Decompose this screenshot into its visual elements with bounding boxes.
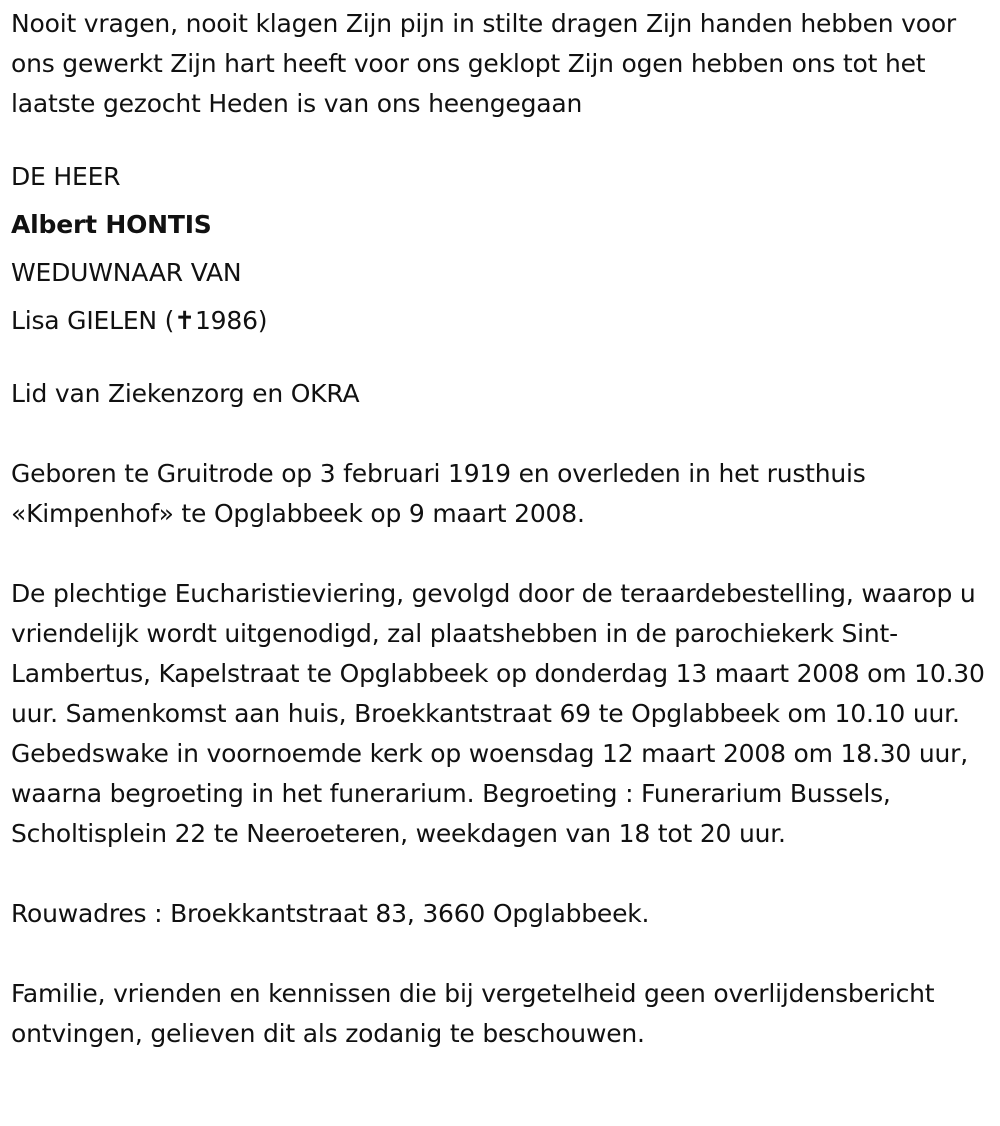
deceased-name: Albert HONTIS [11, 210, 212, 239]
membership-text: Lid van Ziekenzorg en OKRA [11, 379, 360, 408]
honorific-title: DE HEER [11, 162, 121, 191]
relation-label: WEDUWNAAR VAN [11, 258, 242, 287]
poem-text: Nooit vragen, nooit klagen Zijn pijn in stilte dragen Zijn handen hebben voor ons gewerkt Zijn hart heeft voor ons geklopt Zijn ogen hebben ons tot het laatste gezocht Heden is van ons heengegaan [11, 9, 957, 118]
birth-death-text: Geboren te Gruitrode op 3 februari 1919 en overleden in het rusthuis «Kimpenhof» te Opglabbeek op 9 maart 2008. [11, 459, 866, 528]
ceremony-text: De plechtige Eucharistieviering, gevolgd door de teraardebestelling, waarop u vriendelijk wordt uitgenodigd, zal plaatshebben in de parochiekerk Sint-Lambertus, Kapelstraat te Opglabbeek op donderdag 13 maart 2008 om 10.30 uur. Samenkomst aan huis, Broekkantstraat 69 te Opglabbeek om 10.10 uur. Gebedswake in voornoemde kerk op woensdag 12 maart 2008 om 18.30 uur, waarna begroeting in het funerarium. Begroeting : Funerarium Bussels, Scholtisplein 22 te Neeroeteren, weekdagen van 18 tot 20 uur. [11, 579, 985, 848]
mourning-address: Rouwadres : Broekkantstraat 83, 3660 Opglabbeek. [11, 899, 650, 928]
obituary-document [11, 4, 986, 1054]
closing-text: Familie, vrienden en kennissen die bij vergetelheid geen overlijdensbericht ontvingen, gelieven dit als zodanig te beschouwen. [11, 979, 935, 1048]
announcement-block [11, 153, 986, 345]
spouse-name: Lisa GIELEN (✝1986) [11, 306, 268, 335]
